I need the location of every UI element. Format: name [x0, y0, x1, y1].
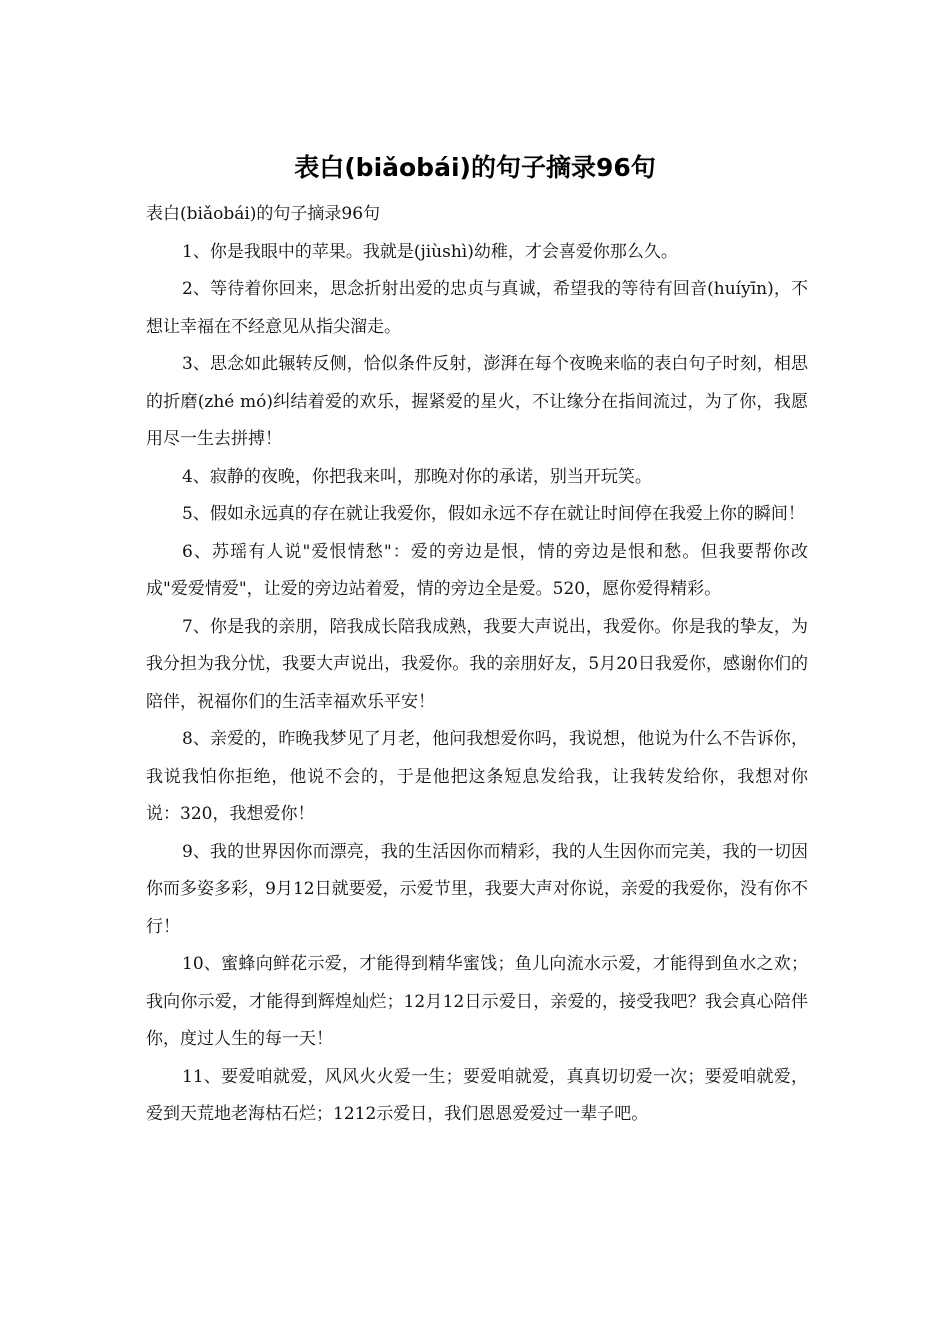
paragraph-9: 9、我的世界因你而漂亮，我的生活因你而精彩，我的人生因你而完美，我的一切因你而多姿多彩，9月12日就要爱，示爱节里，我要大声对你说，亲爱的我爱你，没有你不行！	[146, 841, 808, 937]
document-title: 表白(biǎobái)的句子摘录96句	[294, 153, 656, 182]
paragraph-10: 10、蜜蜂向鲜花示爱，才能得到精华蜜饯；鱼儿向流水示爱，才能得到鱼水之欢；我向你示爱，才能得到辉煌灿烂；12月12日示爱日，亲爱的，接受我吧？我会真心陪伴你，度过人生的每一天！	[146, 954, 808, 1049]
paragraph-2: 2、等待着你回来，思念折射出爱的忠贞与真诚，希望我的等待有回音(huíyīn)，不想让幸福在不经意见从指尖溜走。	[146, 279, 808, 337]
paragraph-6: 6、苏瑶有人说"爱恨情愁"：爱的旁边是恨，情的旁边是恨和愁。但我要帮你改成"爱爱情爱"，让爱的旁边站着爱，情的旁边全是爱。520，愿你爱得精彩。	[146, 541, 808, 599]
paragraph-4: 4、寂静的夜晚，你把我来叫，那晚对你的承诺，别当开玩笑。	[182, 466, 652, 487]
paragraph-5: 5、假如永远真的存在就让我爱你，假如永远不存在就让时间停在我爱上你的瞬间！	[182, 504, 805, 524]
paragraph-7: 7、你是我的亲朋，陪我成长陪我成熟，我要大声说出，我爱你。你是我的挚友，为我分担为我分忧，我要大声说出，我爱你。我的亲朋好友，5月20日我爱你，感谢你们的陪伴，祝福你们的生活幸福欢乐平安！	[146, 616, 808, 712]
paragraph-8: 8、亲爱的，昨晚我梦见了月老，他问我想爱你吗，我说想，他说为什么不告诉你，我说我怕你拒绝，他说不会的，于是他把这条短息发给我，让我转发给你，我想对你说：320，我想爱你！	[146, 729, 808, 824]
document-subtitle: 表白(biǎobái)的句子摘录96句	[146, 204, 381, 224]
document-body	[146, 196, 808, 1134]
paragraph-1: 1、你是我眼中的苹果。我就是(jiùshì)幼稚，才会喜爱你那么久。	[182, 241, 678, 262]
paragraph-11: 11、要爱咱就爱，风风火火爱一生；要爱咱就爱，真真切切爱一次；要爱咱就爱，爱到天荒地老海枯石烂；1212示爱日，我们恩恩爱爱过一辈子吧。	[146, 1066, 808, 1124]
paragraph-3: 3、思念如此辗转反侧，恰似条件反射，澎湃在每个夜晚来临的表白句子时刻，相思的折磨(zhé mó)纠结着爱的欢乐，握紧爱的星火，不让缘分在指间流过，为了你，我愿用尽一生去拼搏！	[146, 354, 808, 449]
